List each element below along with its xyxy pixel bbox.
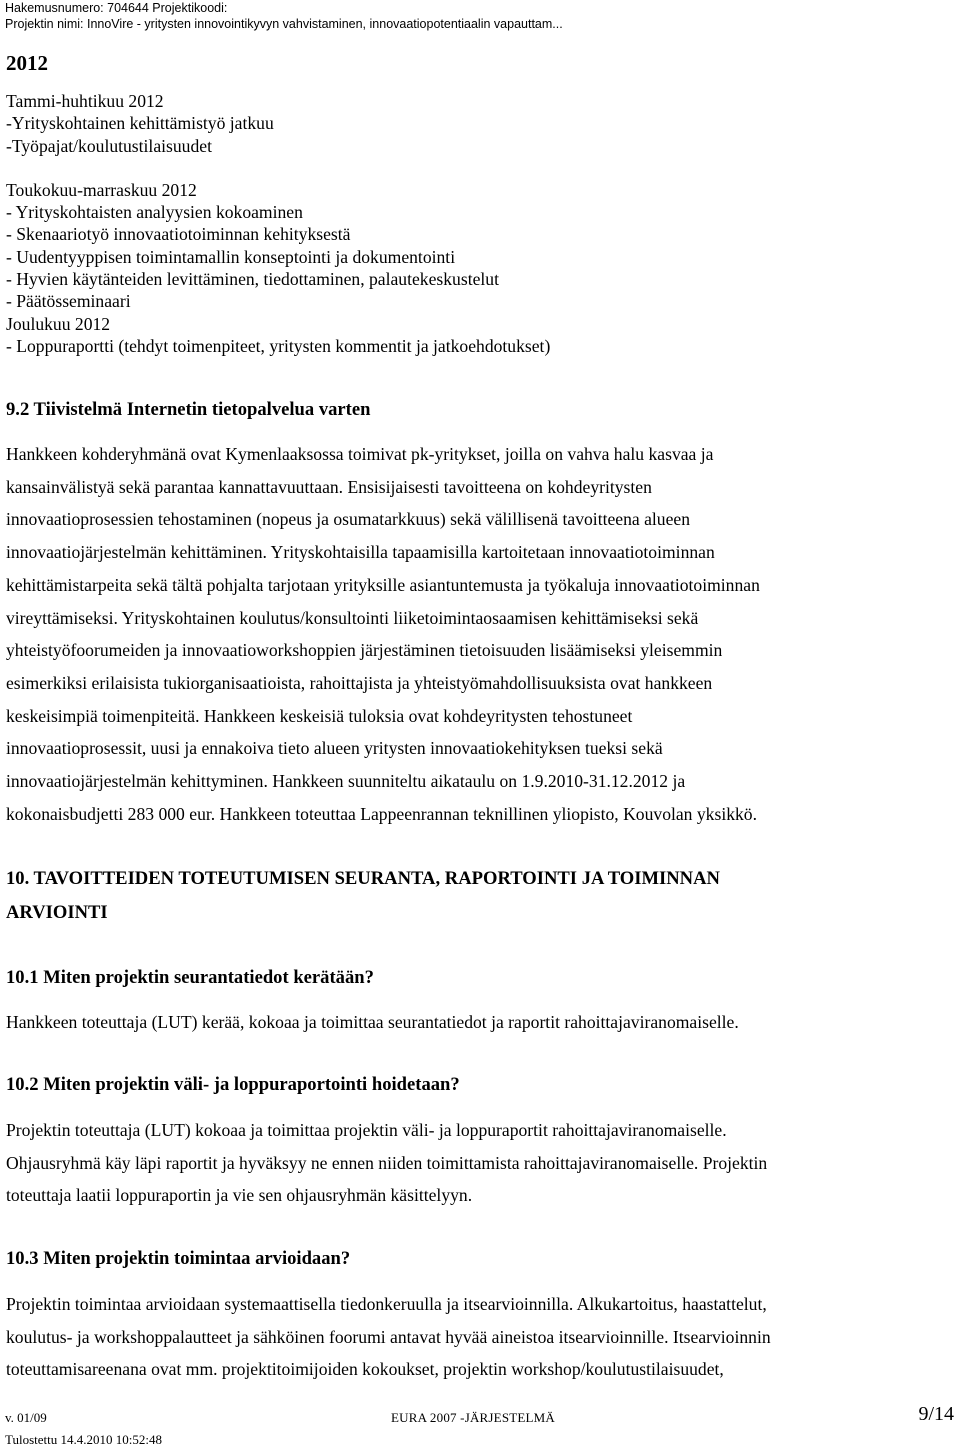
schedule-line: - Uudentyyppisen toimintamallin konseptointi ja dokumentointi bbox=[6, 246, 456, 267]
paragraph-line: toteuttamisareenana ovat mm. projektitoimijoiden kokoukset, projektin workshop/koulutustilaisuudet, bbox=[6, 1359, 724, 1380]
section-10-title-line-1: 10. TAVOITTEIDEN TOTEUTUMISEN SEURANTA, RAPORTOINTI JA TOIMINNAN bbox=[6, 868, 720, 889]
paragraph-line: esimerkiksi erilaisista tukiorganisaatioista, rahoittajista ja yhteistyömahdollisuuksista ovat hankkeen bbox=[6, 672, 713, 693]
schedule-line: -Työpajat/koulutustilaisuudet bbox=[6, 135, 212, 156]
section-10-2-body bbox=[6, 1114, 954, 1212]
schedule-line: Joulukuu 2012 bbox=[6, 313, 111, 334]
paragraph-line: innovaatioprosessien tehostaminen (nopeus ja osumatarkkuus) sekä välillisenä tavoitteena alueen bbox=[6, 509, 690, 530]
schedule-line: - Skenaariotyö innovaatiotoiminnan kehityksestä bbox=[6, 224, 351, 245]
document-header bbox=[5, 0, 563, 32]
paragraph-line: vireyttämiseksi. Yrityskohtainen koulutus/konsultointi liiketoimintaosaamisen kehittämiseksi sekä bbox=[6, 607, 699, 628]
section-10-3-body bbox=[6, 1288, 954, 1386]
paragraph-line: kehittämistarpeita sekä tältä pohjalta tarjotaan yrityksille asiantuntemusta ja työkaluja innovaatiotoiminnan bbox=[6, 574, 760, 595]
paragraph-line: innovaatiojärjestelmän kehittyminen. Hankkeen suunniteltu aikataulu on 1.9.2010-31.12.2012 ja bbox=[6, 771, 686, 792]
section-10-2-title: 10.2 Miten projektin väli- ja loppuraportointi hoidetaan? bbox=[6, 1074, 460, 1095]
schedule-line: - Yrityskohtaisten analyysien kokoaminen bbox=[6, 202, 303, 223]
paragraph-line: keskeisimpiä toimenpiteitä. Hankkeen keskeisiä tuloksia ovat kohdeyritysten tehostuneet bbox=[6, 705, 633, 726]
paragraph-line: innovaatiojärjestelmän kehittäminen. Yrityskohtaisilla tapaamisilla kartoitetaan innovaatiotoiminnan bbox=[6, 542, 715, 563]
section-10-3-title: 10.3 Miten projektin toimintaa arvioidaan? bbox=[6, 1248, 351, 1269]
paragraph-line: kansainvälistyä sekä parantaa kannattavuuttaan. Ensisijaisesti tavoitteena on kohdeyritysten bbox=[6, 476, 652, 497]
footer-system-name: EURA 2007 -JÄRJESTELMÄ bbox=[391, 1410, 556, 1425]
schedule-line: - Hyvien käytänteiden levittäminen, tiedottaminen, palautekeskustelut bbox=[6, 269, 499, 290]
paragraph-line: Hankkeen toteuttaja (LUT) kerää, kokoaa ja toimittaa seurantatiedot ja raportit rahoittajaviranomaiselle. bbox=[6, 1012, 739, 1032]
page-number: 9/14 bbox=[918, 1403, 954, 1425]
paragraph-line: Projektin toimintaa arvioidaan systemaattisella tiedonkeruulla ja itsearvioinnilla. Alkukartoitus, haastattelut, bbox=[6, 1294, 767, 1314]
paragraph-line: Projektin toteuttaja (LUT) kokoaa ja toimittaa projektin väli- ja loppuraportit rahoittajaviranomaiselle. bbox=[6, 1120, 727, 1140]
section-10-title-line-2: ARVIOINTI bbox=[6, 902, 108, 923]
year-heading: 2012 bbox=[6, 51, 48, 75]
footer-version: v. 01/09 bbox=[5, 1410, 47, 1425]
section-9-2-title: 9.2 Tiivistelmä Internetin tietopalvelua varten bbox=[6, 399, 371, 420]
schedule-line: Toukokuu-marraskuu 2012 bbox=[6, 179, 197, 200]
paragraph-line: Ohjausryhmä käy läpi raportit ja hyväksyy ne ennen niiden toimittamista rahoittajaviranomaiselle. Projektin bbox=[6, 1152, 768, 1173]
paragraph-line: kokonaisbudjetti 283 000 eur. Hankkeen toteuttaa Lappeenrannan teknillinen yliopisto, Kouvolan yksikkö. bbox=[6, 803, 757, 824]
paragraph-line: innovaatioprosessit, uusi ja ennakoiva tieto alueen yritysten innovaatiokehityksen tueksi sekä bbox=[6, 738, 663, 759]
schedule-list bbox=[6, 90, 550, 357]
schedule-line: - Päätösseminaari bbox=[6, 291, 131, 312]
paragraph-line: toteuttaja laatii loppuraportin ja vie sen ohjausryhmän käsittelyyn. bbox=[6, 1185, 473, 1206]
schedule-line: - Loppuraportti (tehdyt toimenpiteet, yritysten kommentit ja jatkoehdotukset) bbox=[6, 335, 551, 356]
application-number: Hakemusnumero: 704644 Projektikoodi: bbox=[5, 1, 228, 15]
paragraph-line: koulutus- ja workshoppalautteet ja sähköinen foorumi antavat hyvää aineistoa itsearvioinnille. Itsearvioinnin bbox=[6, 1326, 771, 1347]
paragraph-line: Hankkeen kohderyhmänä ovat Kymenlaaksossa toimivat pk-yritykset, joilla on vahva halu kasvaa ja bbox=[6, 444, 714, 464]
section-10-1-body bbox=[6, 1006, 954, 1039]
section-10-1-title: 10.1 Miten projektin seurantatiedot kerätään? bbox=[6, 967, 374, 988]
project-name: Projektin nimi: InnoVire - yritysten innovointikyvyn vahvistaminen, innovaatiopotentiaalin vapauttam... bbox=[5, 17, 563, 31]
schedule-line: Tammi-huhtikuu 2012 bbox=[6, 91, 164, 111]
paragraph-line: yhteistyöfoorumeiden ja innovaatioworkshoppien järjestäminen tietoisuuden lisäämiseksi yleisemmin bbox=[6, 640, 723, 661]
schedule-line: -Yrityskohtainen kehittämistyö jatkuu bbox=[6, 113, 274, 134]
section-9-2-body bbox=[6, 438, 954, 830]
print-timestamp: Tulostettu 14.4.2010 10:52:48 bbox=[5, 1432, 162, 1447]
